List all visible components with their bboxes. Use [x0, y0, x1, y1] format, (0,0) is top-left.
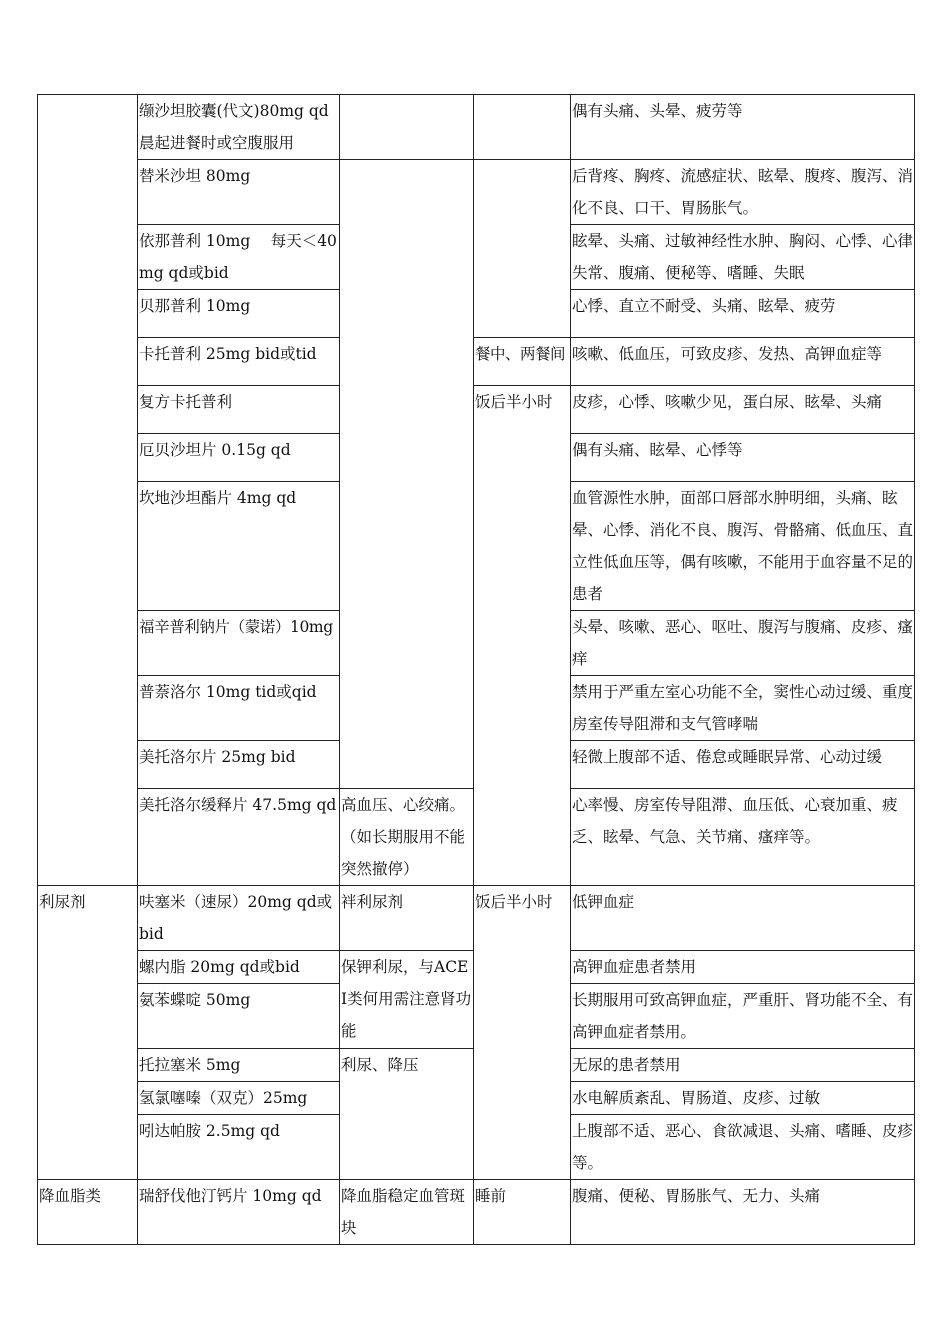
drug-cell: 复方卡托普利 [138, 386, 340, 434]
side-effects-cell: 偶有头痛、头晕、疲劳等 [571, 95, 915, 160]
side-effects-cell: 腹痛、便秘、胃肠胀气、无力、头痛 [571, 1180, 915, 1245]
side-effects-cell: 禁用于严重左室心功能不全，窦性心动过缓、重度房室传导阻滞和支气管哮喘 [571, 676, 915, 741]
side-effects-cell: 水电解质紊乱、胃肠道、皮疹、过敏 [571, 1082, 915, 1115]
indication-cell: 利尿、降压 [340, 1049, 474, 1180]
medication-table [37, 94, 915, 1245]
drug-cell: 吲达帕胺 2.5mg qd [138, 1115, 340, 1180]
drug-cell: 贝那普利 10mg [138, 290, 340, 338]
timing-cell: 饭后半小时 [474, 386, 571, 886]
side-effects-cell: 血管源性水肿，面部口唇部水肿明细，头痛、眩晕、心悸、消化不良、腹泻、骨骼痛、低血压、直立性低血压等，偶有咳嗽，不能用于血容量不足的患者 [571, 482, 915, 611]
indication-cell [340, 95, 474, 160]
table-row [38, 886, 915, 951]
drug-cell: 托拉塞米 5mg [138, 1049, 340, 1082]
drug-cell: 缬沙坦胶囊(代文)80mg qd 晨起进餐时或空腹服用 [138, 95, 340, 160]
side-effects-cell: 低钾血症 [571, 886, 915, 951]
side-effects-cell: 心率慢、房室传导阻滞、血压低、心衰加重、疲乏、眩晕、气急、关节痛、瘙痒等。 [571, 789, 915, 886]
drug-cell: 卡托普利 25mg bid或tid [138, 338, 340, 386]
category-cell [38, 95, 138, 886]
side-effects-cell: 偶有头痛、眩晕、心悸等 [571, 434, 915, 482]
indication-cell: 保钾利尿，与ACEI类何用需注意肾功能 [340, 951, 474, 1049]
timing-cell: 餐中、两餐间 [474, 338, 571, 386]
table-row [38, 386, 915, 434]
timing-cell [474, 95, 571, 160]
side-effects-cell: 上腹部不适、恶心、食欲减退、头痛、嗜睡、皮疹等。 [571, 1115, 915, 1180]
indication-cell: 高血压、心绞痛。（如长期服用不能突然撤停） [340, 789, 474, 886]
indication-cell: 袢利尿剂 [340, 886, 474, 951]
drug-cell: 美托洛尔缓释片 47.5mg qd [138, 789, 340, 886]
side-effects-cell: 咳嗽、低血压，可致皮疹、发热、高钾血症等 [571, 338, 915, 386]
category-cell: 利尿剂 [38, 886, 138, 1180]
drug-cell: 螺内脂 20mg qd或bid [138, 951, 340, 984]
table-row [38, 1180, 915, 1245]
side-effects-cell: 长期服用可致高钾血症，严重肝、肾功能不全、有高钾血症者禁用。 [571, 984, 915, 1049]
drug-cell: 坎地沙坦酯片 4mg qd [138, 482, 340, 611]
drug-cell: 瑞舒伐他汀钙片 10mg qd [138, 1180, 340, 1245]
drug-cell: 替米沙坦 80mg [138, 160, 340, 225]
side-effects-cell: 心悸、直立不耐受、头痛、眩晕、疲劳 [571, 290, 915, 338]
timing-cell [474, 160, 571, 338]
drug-cell: 普萘洛尔 10mg tid或qid [138, 676, 340, 741]
timing-cell: 睡前 [474, 1180, 571, 1245]
drug-cell: 呋塞米（速尿）20mg qd或bid [138, 886, 340, 951]
drug-cell: 依那普利 10mg 每天＜40mg qd或bid [138, 225, 340, 290]
table-row [38, 338, 915, 386]
category-cell: 降血脂类 [38, 1180, 138, 1245]
side-effects-cell: 头晕、咳嗽、恶心、呕吐、腹泻与腹痛、皮疹、瘙痒 [571, 611, 915, 676]
drug-cell: 美托洛尔片 25mg bid [138, 741, 340, 789]
table-row [38, 95, 915, 160]
timing-cell: 饭后半小时 [474, 886, 571, 1180]
side-effects-cell: 轻微上腹部不适、倦怠或睡眠异常、心动过缓 [571, 741, 915, 789]
indication-cell [340, 160, 474, 789]
side-effects-cell: 高钾血症患者禁用 [571, 951, 915, 984]
side-effects-cell: 后背疼、胸疼、流感症状、眩晕、腹疼、腹泻、消化不良、口干、胃肠胀气。 [571, 160, 915, 225]
drug-cell: 福辛普利钠片（蒙诺）10mg [138, 611, 340, 676]
table-row [38, 160, 915, 225]
drug-cell: 厄贝沙坦片 0.15g qd [138, 434, 340, 482]
drug-cell: 氢氯噻嗪（双克）25mg [138, 1082, 340, 1115]
side-effects-cell: 眩晕、头痛、过敏神经性水肿、胸闷、心悸、心律失常、腹痛、便秘等、嗜睡、失眠 [571, 225, 915, 290]
drug-cell: 氨苯蝶啶 50mg [138, 984, 340, 1049]
side-effects-cell: 皮疹，心悸、咳嗽少见，蛋白尿、眩晕、头痛 [571, 386, 915, 434]
indication-cell: 降血脂稳定血管斑块 [340, 1180, 474, 1245]
side-effects-cell: 无尿的患者禁用 [571, 1049, 915, 1082]
